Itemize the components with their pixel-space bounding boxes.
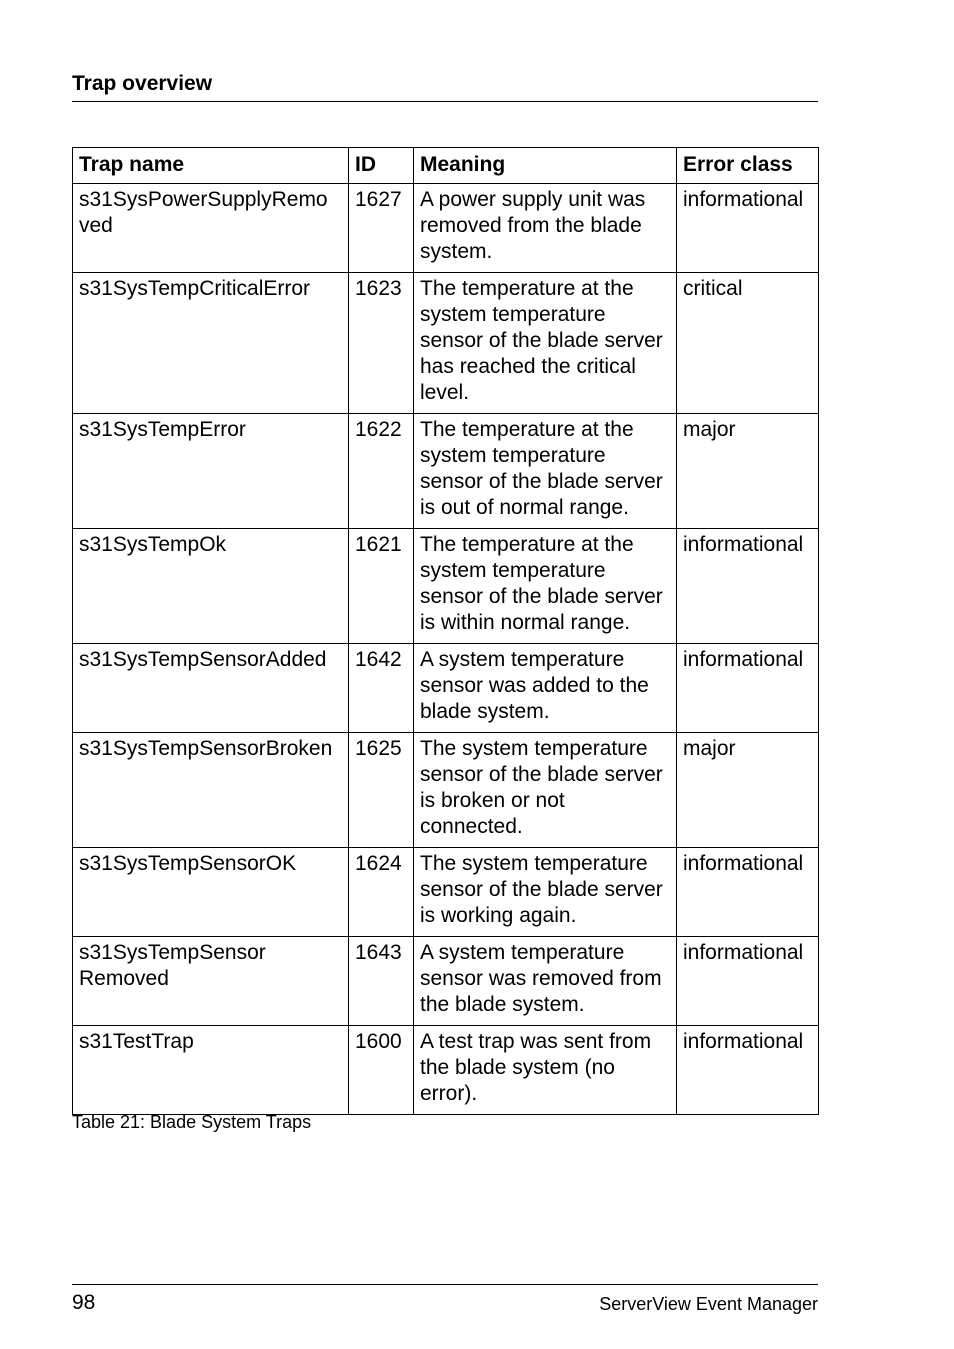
error-class-cell: informational (677, 644, 819, 733)
error-class-cell: major (677, 414, 819, 529)
error-class-cell: informational (677, 529, 819, 644)
trap-name-cell: s31TestTrap (73, 1026, 349, 1115)
trap-id-cell: 1600 (349, 1026, 414, 1115)
error-class-cell: informational (677, 184, 819, 273)
trap-meaning-cell: A test trap was sent from the blade system (no error). (414, 1026, 677, 1115)
table-row (73, 644, 819, 733)
table-header-row (73, 148, 819, 184)
column-header-error-class: Error class (677, 148, 819, 184)
page-header (72, 70, 818, 102)
trap-meaning-cell: A system temperature sensor was added to the blade system. (414, 644, 677, 733)
trap-name-cell: s31SysTempError (73, 414, 349, 529)
trap-id-cell: 1623 (349, 273, 414, 414)
table-row (73, 414, 819, 529)
error-class-cell: informational (677, 937, 819, 1026)
trap-meaning-cell: A power supply unit was removed from the blade system. (414, 184, 677, 273)
column-header-meaning: Meaning (414, 148, 677, 184)
product-name: ServerView Event Manager (599, 1294, 818, 1314)
trap-meaning-cell: The temperature at the system temperature sensor of the blade server is within normal range. (414, 529, 677, 644)
table-row (73, 1026, 819, 1115)
trap-id-cell: 1622 (349, 414, 414, 529)
table-row (73, 733, 819, 848)
error-class-cell: critical (677, 273, 819, 414)
table-row (73, 273, 819, 414)
trap-name-cell: s31SysTempSensorBroken (73, 733, 349, 848)
column-header-id: ID (349, 148, 414, 184)
table-row (73, 937, 819, 1026)
error-class-cell: informational (677, 848, 819, 937)
page-number: 98 (72, 1291, 96, 1314)
trap-name-cell: s31SysTempCriticalError (73, 273, 349, 414)
error-class-cell: informational (677, 1026, 819, 1115)
table-row (73, 184, 819, 273)
trap-id-cell: 1627 (349, 184, 414, 273)
page-footer (72, 1284, 818, 1325)
trap-meaning-cell: The system temperature sensor of the blade server is broken or not connected. (414, 733, 677, 848)
table-row (73, 848, 819, 937)
trap-id-cell: 1624 (349, 848, 414, 937)
trap-meaning-cell: The temperature at the system temperature sensor of the blade server is out of normal range. (414, 414, 677, 529)
trap-name-cell: s31SysPowerSupplyRemo ved (73, 184, 349, 273)
column-header-trap-name: Trap name (73, 148, 349, 184)
trap-meaning-cell: The system temperature sensor of the blade server is working again. (414, 848, 677, 937)
trap-table (72, 147, 819, 1115)
trap-id-cell: 1642 (349, 644, 414, 733)
table-caption: Table 21: Blade System Traps (72, 1112, 312, 1132)
trap-name-cell: s31SysTempSensor Removed (73, 937, 349, 1026)
trap-name-cell: s31SysTempSensorAdded (73, 644, 349, 733)
section-title: Trap overview (72, 72, 213, 95)
error-class-cell: major (677, 733, 819, 848)
trap-id-cell: 1621 (349, 529, 414, 644)
trap-id-cell: 1625 (349, 733, 414, 848)
trap-meaning-cell: A system temperature sensor was removed from the blade system. (414, 937, 677, 1026)
trap-name-cell: s31SysTempOk (73, 529, 349, 644)
trap-meaning-cell: The temperature at the system temperature sensor of the blade server has reached the critical level. (414, 273, 677, 414)
table-row (73, 529, 819, 644)
trap-name-cell: s31SysTempSensorOK (73, 848, 349, 937)
trap-id-cell: 1643 (349, 937, 414, 1026)
